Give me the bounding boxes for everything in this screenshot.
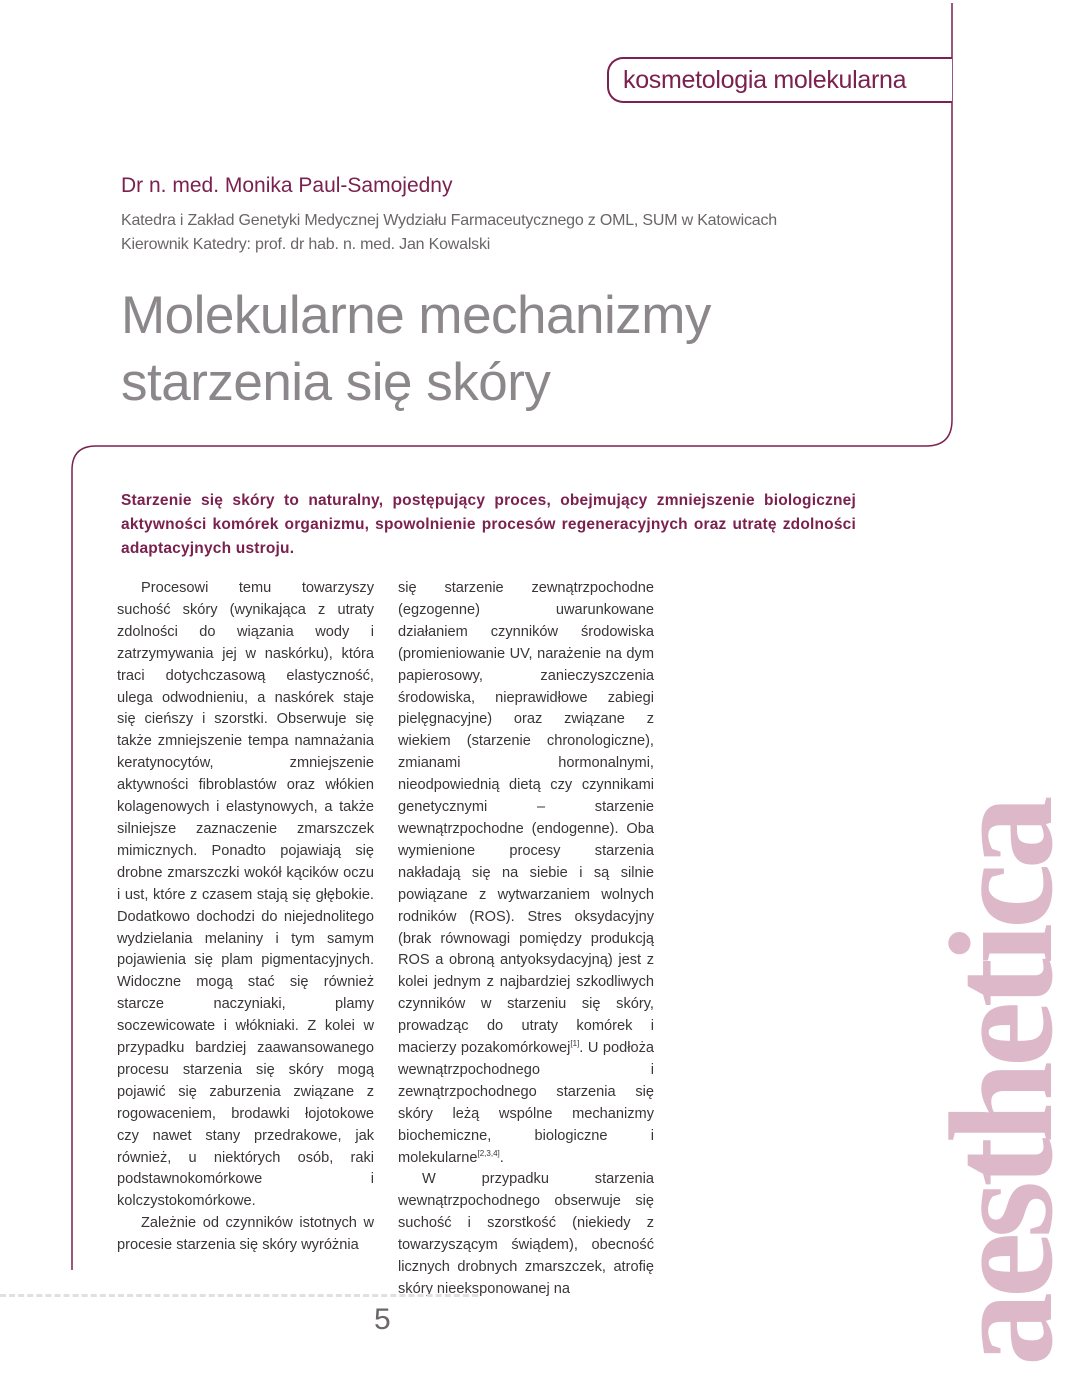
article-title-line2: starzenia się skóry: [121, 353, 551, 412]
body-paragraph: [398, 578, 654, 1169]
lead-paragraph: Starzenie się skóry to naturalny, postępujący proces, obejmujący zmniejszenie biologicznej aktywności komórek organizmu, spowolnienie procesów regeneracyjnych oraz utratę zdolności adaptacyjnych ustroju.: [121, 492, 856, 557]
citation-ref: [2,3,4]: [477, 1148, 500, 1158]
author-name: Dr n. med. Monika Paul-Samojedny: [121, 174, 453, 197]
paragraph-text: się starzenie zewnątrzpochodne (egzogenne) uwarunkowane działaniem czynników środowiska (promieniowanie UV, narażenie na dym papierosowy, zanieczyszczenia środowiska, nieprawidłowe zabiegi pielęgnacyjne) oraz związane z wiekiem (starzenie chronologiczne), zmianami hormonalnymi, nieodpowiednią dietą czy czynnikami genetycznymi – starzenie wewnątrzpochodne (endogenne). Oba wymienione procesy starzenia nakładają się na siebie i są silnie powiązane z wytwarzaniem wolnych rodników (ROS). Stres oksydacyjny (brak równowagi pomiędzy produkcją ROS a obroną antyoksydacyjną) jest z kolei jednym z najbardziej szkodliwych czynników w starzeniu się skóry, prowadząc do utraty komórek i macierzy pozakomórkowej: [398, 580, 654, 1057]
citation-ref: [1]: [570, 1039, 580, 1049]
body-paragraph: Procesowi temu towarzyszy suchość skóry (wynikająca z utraty zdolności do wiązania wody i zatrzymywania jej w naskórku), która traci dotychczasową elastyczność, ulega odwodnieniu, a naskórek staje się cieńszy i szorstki. Obserwuje się także zmniejszenie tempa namnażania keratynocytów, zmniejszenie aktywności fibroblastów oraz włókien kolagenowych i elastynowych, a także silniejsze zaznaczenie zmarszczek mimicznych. Ponadto pojawiają się drobne zmarszczki wokół kącików oczu i ust, które z czasem stają się głębokie. Dodatkowo dochodzi do niejednolitego wydzielania melaniny i tym samym pojawienia się plam pigmentacyjnych. Widoczne mogą stać się również starcze naczyniaki, plamy soczewicowate i włókniaki. Z kolei w przypadku bardziej zaawansowanego procesu starzenia się skóry mogą pojawić się zaburzenia związane z rogowaceniem, brodawki łojotokowe czy nawet stany przedrakowe, jak również, u niektórych osób, raki podstawnokomórkowe i kolczystokomórkowe.: [117, 580, 374, 1210]
body-paragraph: Zależnie od czynników istotnych w procesie starzenia się skóry wyróżnia: [117, 1215, 374, 1254]
brand-wordmark-vertical: aesthetica: [920, 801, 1084, 1366]
author-affiliation: Katedra i Zakład Genetyki Medycznej Wydziału Farmaceutycznego z OML, SUM w Katowicach: [121, 212, 778, 229]
department-head: Kierownik Katedry: prof. dr hab. n. med. Jan Kowalski: [121, 236, 491, 253]
footer-dashed-rule: [0, 1294, 478, 1297]
paragraph-text: .: [499, 1149, 504, 1166]
section-title: kosmetologia molekularna: [623, 65, 907, 94]
right-column: [398, 578, 654, 1301]
page-number: 5: [374, 1303, 391, 1336]
article-title-line1: Molekularne mechanizmy: [121, 286, 711, 345]
left-column: [117, 578, 374, 1257]
paragraph-text: . U podłoża wewnątrzpochodnego i zewnątrzpochodnego starzenia się skóry leżą wspólne mechanizmy biochemiczne, biologiczne i molekularne: [398, 1040, 654, 1166]
section-tab: [607, 57, 952, 103]
body-paragraph: W przypadku starzenia wewnątrzpochodnego obserwuje się suchość i szorstkość (niekiedy z towarzyszącym świądem), obecność licznych drobnych zmarszczek, atrofię skóry nieeksponowanej na: [398, 1171, 654, 1297]
